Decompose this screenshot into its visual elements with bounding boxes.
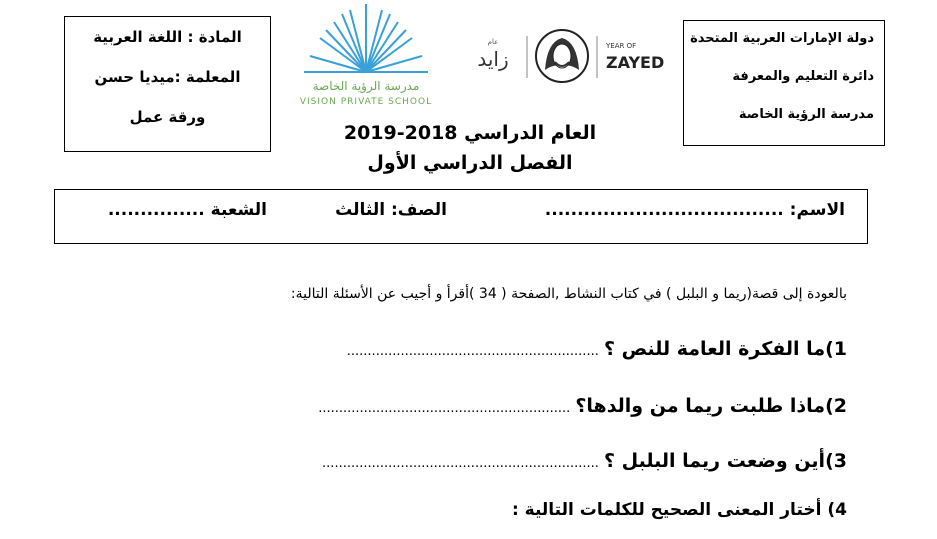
subject-label: المادة : اللغة العربية <box>93 28 242 46</box>
vision-school-logo <box>276 0 456 110</box>
department-name: دائرة التعليم والمعرفة <box>732 69 874 84</box>
student-info-box <box>54 189 868 244</box>
grade-field: الصف: الثالث <box>335 200 447 220</box>
question-1 <box>347 338 847 360</box>
question-text: 2)ماذا طلبت ريما من والدها؟ <box>575 395 847 417</box>
year-of-text: YEAR OF <box>606 42 637 50</box>
ministry-info-box <box>683 20 885 146</box>
subject-info-box <box>64 16 271 152</box>
name-field[interactable]: الاسم: ..................................... <box>544 200 845 220</box>
country-name: دولة الإمارات العربية المتحدة <box>690 31 874 46</box>
question-text: 3)أين وضعت ريما البلبل ؟ <box>604 450 847 472</box>
question-text: 1)ما الفكرة العامة للنص ؟ <box>603 338 847 360</box>
answer-line[interactable]: ............................................................. <box>346 344 599 359</box>
section-field[interactable]: الشعبة ............... <box>107 200 267 220</box>
school-logo-arabic: مدرسة الرؤية الخاصة <box>312 79 420 93</box>
zayed-arabic: زايد <box>477 47 509 71</box>
instructions: بالعودة إلى قصة(ريما و البلبل ) في كتاب النشاط ,الصفحة ( 34 )أقرأ و أجيب عن الأسئلة التالية: <box>290 286 847 302</box>
school-name: مدرسة الرؤية الخاصة <box>738 107 874 122</box>
teacher-label: المعلمة :ميديا حسن <box>94 68 241 86</box>
academic-term: الفصل الدراسي الأول <box>367 152 573 174</box>
academic-year: العام الدراسي 2018-2019 <box>343 122 597 144</box>
worksheet-label: ورقة عمل <box>129 108 206 126</box>
sunburst-icon <box>276 0 456 110</box>
zayed-text: ZAYED <box>606 53 665 72</box>
school-logo-english: VISION PRIVATE SCHOOL <box>299 97 433 107</box>
question-4 <box>512 500 847 520</box>
year-of-zayed-logo <box>465 20 675 90</box>
question-3 <box>322 450 847 472</box>
question-2 <box>318 395 847 417</box>
zayed-arabic-small: عام <box>487 38 499 46</box>
answer-line[interactable]: ................................................................... <box>322 456 599 471</box>
answer-line[interactable]: ............................................................. <box>318 401 571 416</box>
question-text: 4) أختار المعنى الصحيح للكلمات التالية : <box>511 500 847 520</box>
zayed-portrait-icon <box>465 20 675 90</box>
